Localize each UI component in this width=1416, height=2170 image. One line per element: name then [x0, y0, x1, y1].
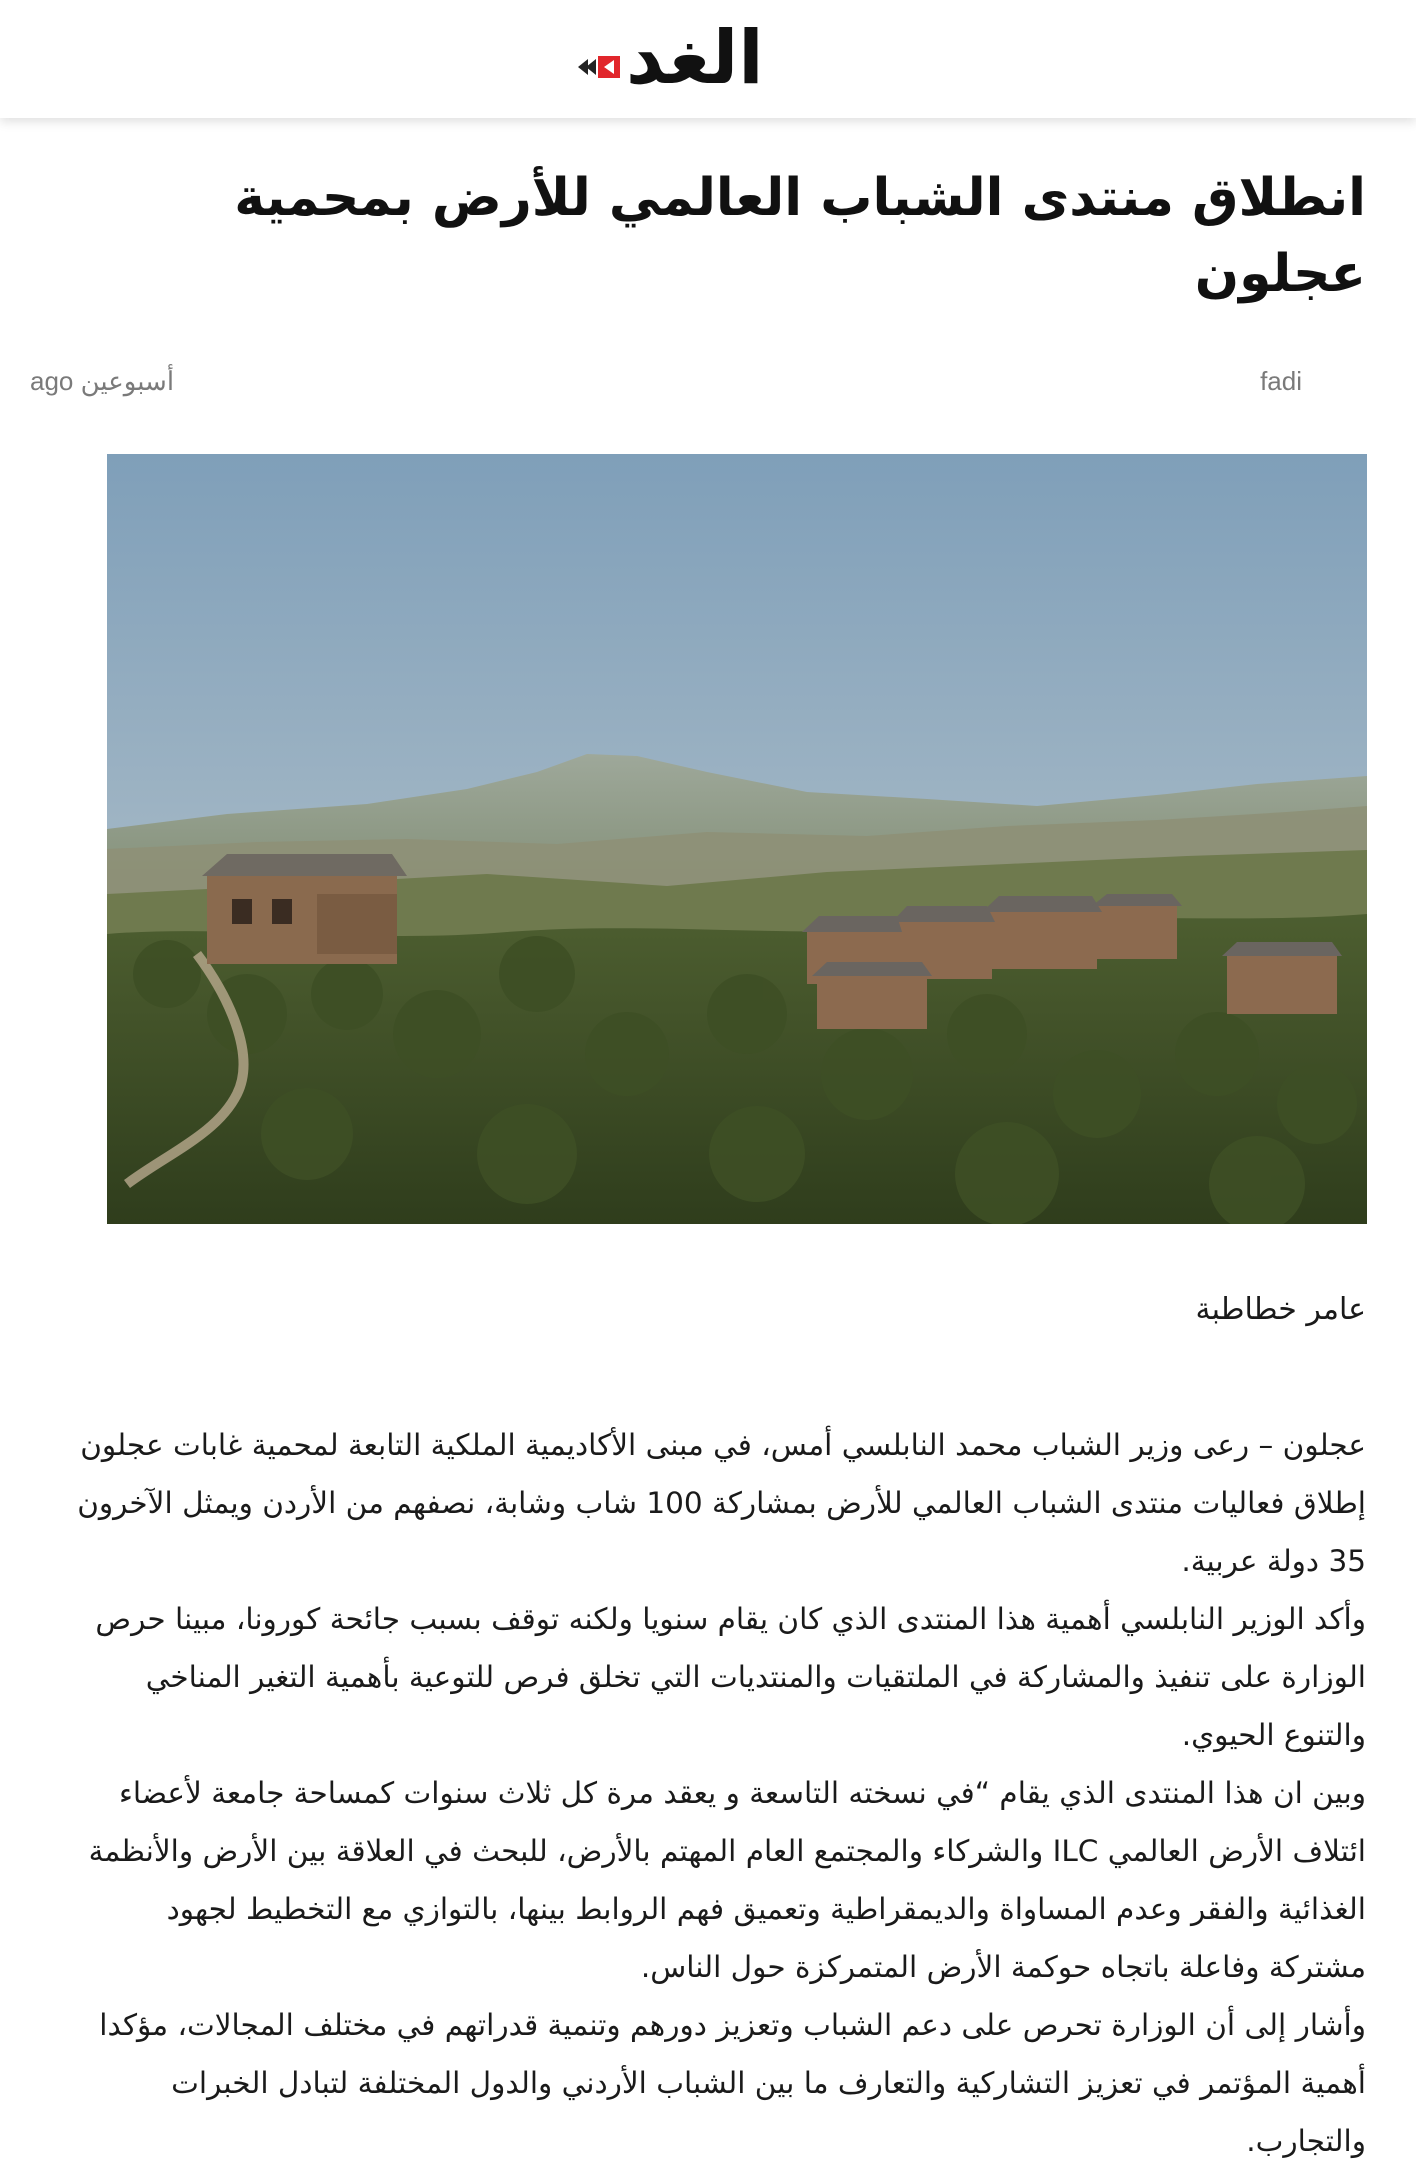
publish-time: أسبوعين ago	[30, 366, 175, 396]
article-byline: عامر خطاطبة	[1195, 1292, 1366, 1327]
site-logo[interactable]	[576, 8, 764, 108]
hero-image	[107, 454, 1367, 1224]
article-paragraph: عجلون – رعى وزير الشباب محمد النابلسي أمس، في مبنى الأكاديمية الملكية التابعة لمحمية غابات عجلون إطلاق فعاليات منتدى الشباب العالمي للأرض بمشاركة 100 شاب وشابة، نصفهم من الأردن ويمثل الآخرون 35 دولة عربية.	[77, 1428, 1366, 1578]
article-body	[66, 1416, 1366, 2170]
author-name[interactable]: fadi	[1260, 366, 1302, 396]
site-header	[0, 0, 1416, 118]
logo-text: الغد	[626, 15, 764, 101]
article-paragraph: وأكد الوزير النابلسي أهمية هذا المنتدى الذي كان يقام سنويا ولكنه توقف بسبب جائحة كورونا، مبينا حرص الوزارة على تنفيذ والمشاركة في الملتقيات والمنتديات التي تخلق فرص للتوعية بأهمية التغير المناخي والتنوع الحيوي.	[95, 1602, 1366, 1752]
article-paragraph: وأشار إلى أن الوزارة تحرص على دعم الشباب وتعزيز دورهم وتنمية قدراتهم في مختلف المجالات، مؤكدا أهمية المؤتمر في تعزيز التشاركية والتعارف ما بين الشباب الأردني والدول المختلفة لتبادل الخبرات والتجارب.	[99, 2008, 1366, 2158]
article-paragraph: وبين ان هذا المنتدى الذي يقام “في نسخته التاسعة و يعقد مرة كل ثلاث سنوات كمساحة جامعة لأعضاء ائتلاف الأرض العالمي ILC والشركاء والمجتمع العام المهتم بالأرض، للبحث في العلاقة بين الأرض والأنظمة الغذائية والفقر وعدم المساواة والديمقراطية وتعميق فهم الروابط بينها، بالتوازي مع التخطيط لجهود مشتركة وفاعلة باتجاه حوكمة الأرض المتمركزة حول الناس.	[88, 1776, 1366, 1984]
play-rewind-icon	[576, 54, 620, 80]
article-title: انطلاق منتدى الشباب العالمي للأرض بمحمية عجلون	[234, 168, 1366, 304]
